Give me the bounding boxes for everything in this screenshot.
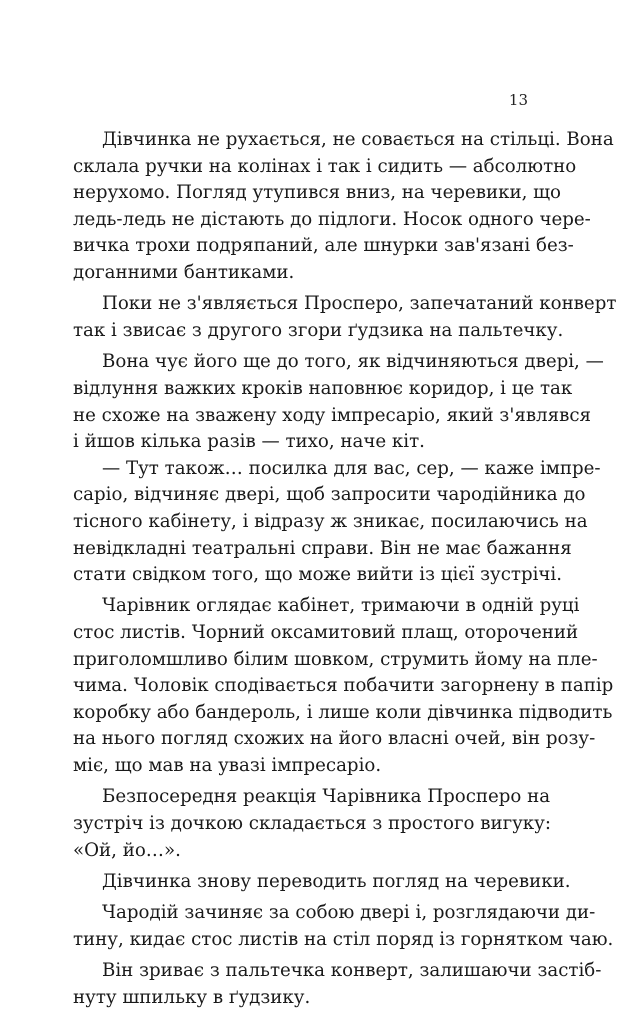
text-line: склала ручки на колінах і так і сидить — абсолютно (73, 155, 577, 177)
text-line: Чародій зачиняє за собою двері і, розглядаючи ди- (102, 902, 596, 924)
text-line: — Тут також… посилка для вас, сер, — каже імпре- (102, 457, 601, 479)
text-line: Безпосередня реакція Чарівника Просперо на (102, 786, 551, 808)
text-line: «Ой, йо…». (73, 839, 181, 861)
page-number: 13 (508, 91, 528, 109)
text-line: і йшов кілька разів — тихо, наче кіт. (73, 431, 425, 453)
text-line: тісного кабінету, і відразу ж зникає, посилаючись на (73, 510, 588, 532)
paragraph (73, 349, 604, 455)
text-line: чима. Чоловік сподівається побачити загорнену в папір (73, 675, 614, 697)
text-line: так і звисає з другого згори ґудзика на пальтечку. (73, 319, 564, 341)
text-line: доганними бантиками. (73, 261, 295, 283)
text-line: Поки не з'являється Просперо, запечатаний конверт (102, 293, 617, 315)
body-text (73, 127, 617, 1012)
text-line: Дівчинка знову переводить погляд на черевики. (102, 871, 571, 893)
paragraph (73, 869, 571, 896)
text-line: не схоже на зважену ходу імпресаріо, який з'являвся (73, 404, 591, 426)
text-line: тину, кидає стос листів на стіл поряд із горнятком чаю. (73, 929, 614, 950)
text-line: міє, що мав на увазі імпресаріо. (73, 755, 382, 777)
paragraph (73, 291, 617, 344)
text-line: саріо, відчиняє двері, щоб запросити чародійника до (73, 484, 586, 506)
text-line: нерухомо. Погляд утупився вниз, на черевики, що (73, 182, 562, 204)
text-line: ледь-ледь не дістають до підлоги. Носок одного чере- (73, 208, 591, 230)
text-line: стос листів. Чорний оксамитовий плащ, оторочений (73, 622, 579, 644)
text-line: невідкладні театральні справи. Він не має бажання (73, 537, 572, 559)
paragraph (73, 593, 614, 779)
text-line: Вона чує його ще до того, як відчиняються двері, — (102, 351, 604, 373)
text-line: приголомшливо білим шовком, струмить йому на пле- (73, 648, 598, 670)
paragraph (73, 784, 551, 864)
text-line: стати свідком того, що може вийти із цієї зустрічі. (73, 564, 563, 586)
text-line: Дівчинка не рухається, не совається на стільці. Вона (102, 129, 614, 150)
text-line: Чарівник оглядає кабінет, тримаючи в одній руці (102, 595, 580, 617)
paragraph (73, 456, 601, 589)
paragraph (73, 900, 614, 953)
text-line: на нього погляд схожих на його власні очей, він розу- (73, 728, 596, 750)
text-line: нуту шпильку в ґудзику. (73, 986, 311, 1008)
paragraph (73, 127, 614, 287)
text-line: зустріч із дочкою складається з простого вигуку: (73, 813, 551, 835)
text-line: Він зриває з пальтечка конверт, залишаючи застіб- (102, 960, 602, 982)
paragraph (73, 958, 602, 1011)
text-line: вичка трохи подряпаний, але шнурки зав'язані без- (73, 235, 574, 257)
text-line: відлуння важких кроків наповнює коридор, і це так (73, 377, 573, 399)
text-line: коробку або бандероль, і лише коли дівчинка підводить (73, 701, 613, 723)
